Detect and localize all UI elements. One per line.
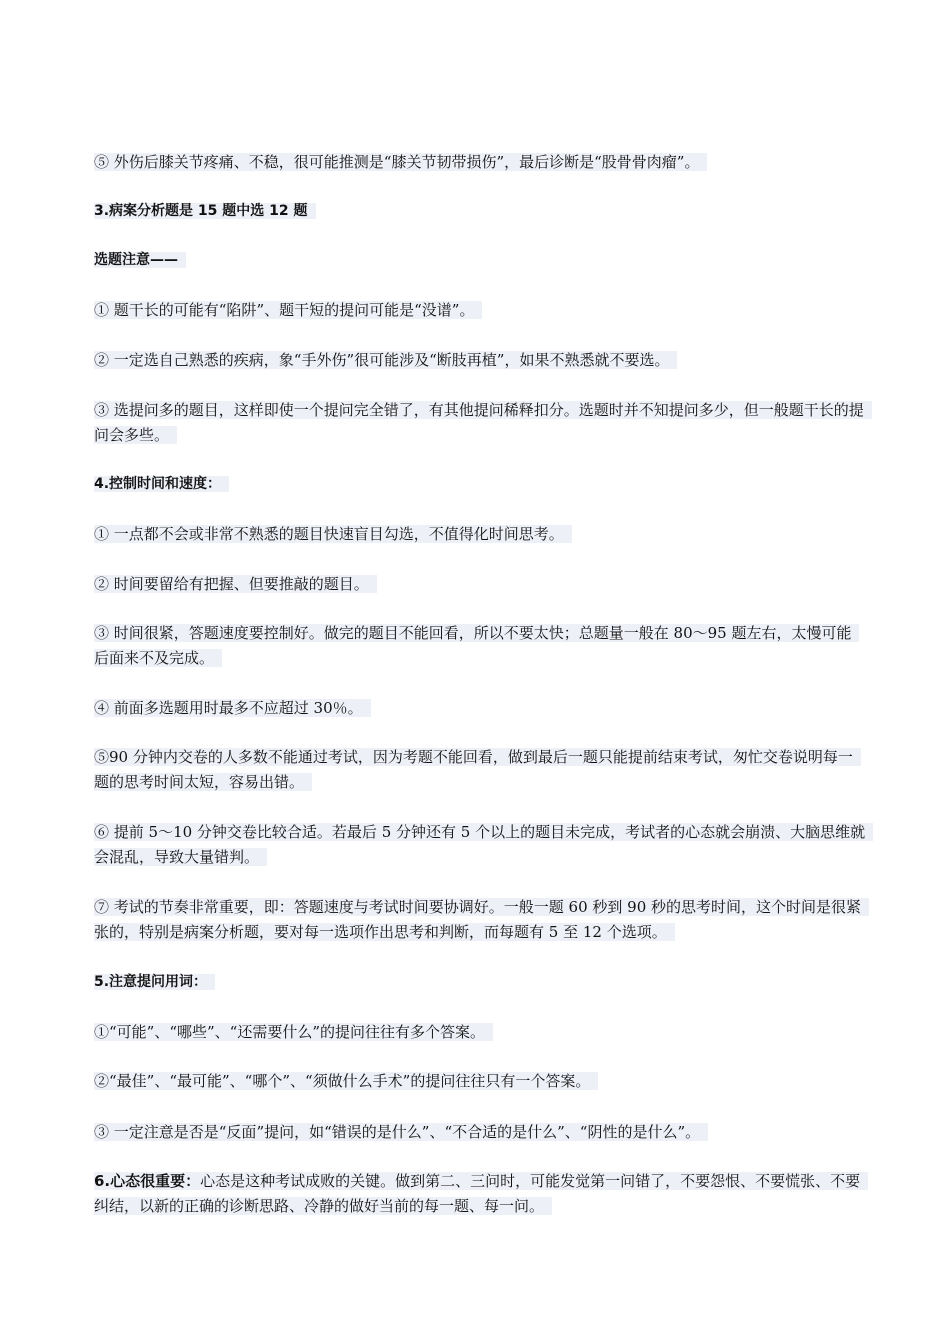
list-item-4-4: ④ 前面多选题用时最多不应超过 30％。 [94,696,866,721]
section-heading-6: 6.心态很重要： [94,1172,201,1190]
list-item-4-7: ⑦ 考试的节奏非常重要，即：答题速度与考试时间要协调好。一般一题 60 秒到 90 秒的思考时间，这个时间是很紧张的，特别是病案分析题，要对每一选项作出思考和判断，而每题有 5 至 12 个选项。 [94,895,866,945]
section-heading-3: 3.病案分析题是 15 题中选 12 题 [94,199,866,224]
list-item-5-2: ②“最佳”、“最可能”、“哪个”、“须做什么手术”的提问往往只有一个答案。 [94,1069,866,1094]
section-6-text: 心态是这种考试成败的关键。做到第二、三问时，可能发觉第一问错了，不要怨恨、不要慌张、不要纠结，以新的正确的诊断思路、冷静的做好当前的每一题、每一问。 [94,1172,861,1215]
section-heading-4: 4.控制时间和速度： [94,472,866,497]
list-item-4-5: ⑤90 分钟内交卷的人多数不能通过考试，因为考题不能回看，做到最后一题只能提前结束考试，匆忙交卷说明每一题的思考时间太短，容易出错。 [94,745,866,795]
list-item-5-1: ①“可能”、“哪些”、“还需要什么”的提问往往有多个答案。 [94,1020,866,1045]
list-item-4-1: ① 一点都不会或非常不熟悉的题目快速盲目勾选，不值得化时间思考。 [94,522,866,547]
list-item-5-3: ③ 一定注意是否是“反面”提问，如“错误的是什么”、“不合适的是什么”、“阴性的是什么”。 [94,1120,866,1145]
list-item-3-2: ② 一定选自己熟悉的疾病，象“手外伤”很可能涉及“断肢再植”，如果不熟悉就不要选。 [94,348,866,373]
paragraph-knee-injury: ⑤ 外伤后膝关节疼痛、不稳，很可能推测是“膝关节韧带损伤”，最后诊断是“股骨骨肉瘤”。 [94,150,866,175]
list-item-4-2: ② 时间要留给有把握、但要推敲的题目。 [94,572,866,597]
list-item-4-3: ③ 时间很紧，答题速度要控制好。做完的题目不能回看，所以不要太快；总题量一般在 80～95 题左右，太慢可能后面来不及完成。 [94,621,866,671]
list-item-4-6: ⑥ 提前 5～10 分钟交卷比较合适。若最后 5 分钟还有 5 个以上的题目未完成，考试者的心态就会崩溃、大脑思维就会混乱，导致大量错判。 [94,820,866,870]
list-item-3-3: ③ 选提问多的题目，这样即使一个提问完全错了，有其他提问稀释扣分。选题时并不知提问多少，但一般题干长的提问会多些。 [94,398,866,448]
list-item-3-1: ① 题干长的可能有“陷阱”、题干短的提问可能是“没谱”。 [94,298,866,323]
subheading-selection-notes: 选题注意—— [94,248,866,273]
section-heading-5: 5.注意提问用词： [94,970,866,995]
section-6-paragraph [94,1169,866,1219]
